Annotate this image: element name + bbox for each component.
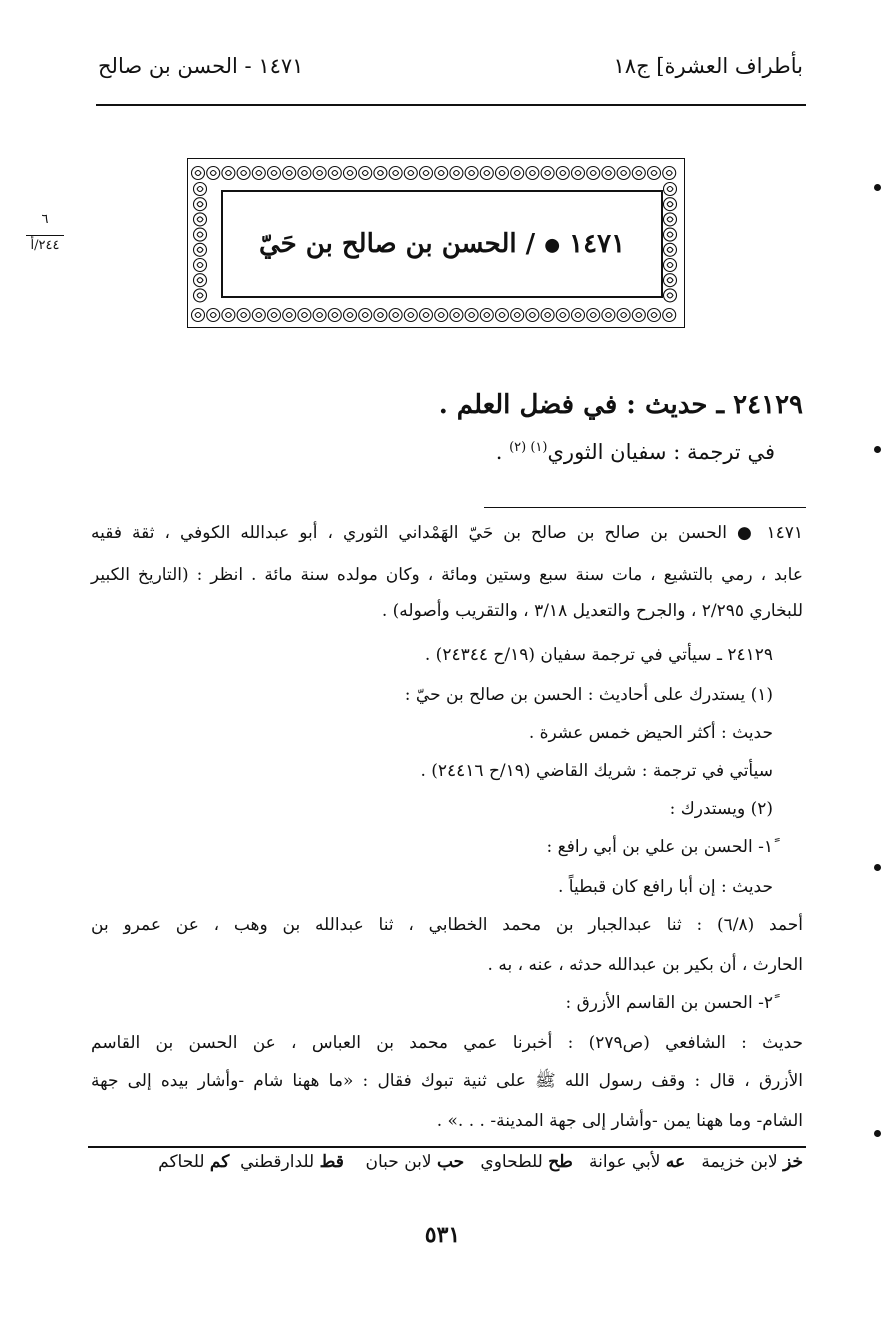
frame-ornament xyxy=(192,309,205,322)
frame-ornament xyxy=(560,313,566,318)
frame-ornament xyxy=(636,171,642,176)
scan-edge-mark xyxy=(874,1130,881,1137)
frame-ornament xyxy=(210,171,216,176)
frame-ornament xyxy=(666,313,672,318)
frame-ornament xyxy=(545,171,551,176)
frame-ornament xyxy=(617,167,630,180)
abbreviation-rule xyxy=(88,1146,806,1148)
frame-ornament xyxy=(496,309,509,322)
frame-ornament xyxy=(529,313,535,318)
note-line: ٢٤١٢٩ ـ سيأتي في ترجمة سفيان (١٩/ح ٢٤٣٤٤) . xyxy=(424,645,773,665)
frame-ornament xyxy=(511,167,524,180)
frame-ornament xyxy=(192,167,205,180)
frame-ornament xyxy=(423,171,429,176)
note-line: الأزرق ، قال : وقف رسول الله ﷺ على ثنية تبوك فقال : «ما ههنا شام -وأشار بيده إلى جهة xyxy=(91,1071,803,1091)
frame-ornament xyxy=(344,167,357,180)
frame-ornament xyxy=(514,171,520,176)
frame-ornament xyxy=(404,167,417,180)
frame-ornament xyxy=(298,167,311,180)
frame-ornament xyxy=(404,309,417,322)
abbreviation-key xyxy=(158,1152,803,1172)
frame-ornament xyxy=(377,171,383,176)
frame-ornament xyxy=(664,198,677,211)
frame-ornament xyxy=(617,309,630,322)
frame-ornament xyxy=(438,171,444,176)
frame-ornament xyxy=(651,313,657,318)
abbr-code: طح xyxy=(548,1152,573,1172)
frame-ornament xyxy=(590,171,596,176)
frame-ornament xyxy=(283,167,296,180)
abbr-text: للحاكم xyxy=(158,1152,205,1172)
frame-ornament xyxy=(374,167,387,180)
frame-ornament xyxy=(602,309,615,322)
frame-ornament xyxy=(667,278,673,283)
frame-ornament xyxy=(667,202,673,207)
frame-ornament xyxy=(651,171,657,176)
frame-ornament xyxy=(480,167,493,180)
frame-ornament xyxy=(298,309,311,322)
frame-ornament xyxy=(222,167,235,180)
frame-ornament xyxy=(663,167,676,180)
frame-ornament xyxy=(194,213,207,226)
frame-ornament xyxy=(362,313,368,318)
frame-ornament xyxy=(648,167,661,180)
scan-edge-mark xyxy=(874,184,881,191)
frame-ornament xyxy=(313,167,326,180)
entry-title-box xyxy=(221,190,663,298)
frame-ornament xyxy=(359,167,372,180)
frame-ornament xyxy=(499,313,505,318)
abbr-text: للطحاوي xyxy=(480,1152,543,1172)
frame-ornament xyxy=(423,313,429,318)
frame-ornament xyxy=(194,274,207,287)
frame-ornament xyxy=(526,167,539,180)
frame-ornament xyxy=(545,313,551,318)
margin-note-top: ٦ xyxy=(41,212,49,227)
frame-ornament xyxy=(664,183,677,196)
note-line: ٢ً- الحسن بن القاسم الأزرق : xyxy=(565,993,773,1013)
margin-folio-note xyxy=(26,212,64,253)
frame-ornament xyxy=(317,313,323,318)
frame-ornament xyxy=(332,313,338,318)
frame-ornament xyxy=(664,259,677,272)
frame-ornament xyxy=(197,217,203,222)
frame-ornament xyxy=(499,171,505,176)
frame-ornament xyxy=(526,309,539,322)
frame-ornament xyxy=(237,309,250,322)
frame-ornament xyxy=(389,309,402,322)
entry-bullet: ● xyxy=(544,234,561,256)
frame-ornament xyxy=(605,313,611,318)
frame-ornament xyxy=(347,313,353,318)
running-header-book: بأطراف العشرة] ج١٨ xyxy=(613,54,803,78)
entry-name: / الحسن بن صالح بن حَيّ xyxy=(258,229,536,259)
abbr-text: لأبي عوانة xyxy=(588,1152,661,1172)
note-line: حديث : إن أبا رافع كان قبطياً . xyxy=(557,877,773,897)
frame-ornament xyxy=(664,274,677,287)
frame-ornament xyxy=(362,171,368,176)
entry-title xyxy=(259,229,625,259)
frame-ornament xyxy=(496,167,509,180)
frame-ornament xyxy=(256,313,262,318)
abbr-code: كم xyxy=(209,1152,230,1172)
frame-ornament xyxy=(374,309,387,322)
frame-ornament xyxy=(621,313,627,318)
abbr-text: لابن خزيمة xyxy=(701,1152,778,1172)
frame-ornament xyxy=(332,171,338,176)
note-line: للبخاري ٢/٢٩٥ ، والجرح والتعديل ٣/١٨ ، والتقريب وأصوله) . xyxy=(381,601,803,621)
frame-ornament xyxy=(389,167,402,180)
frame-ornament xyxy=(556,309,569,322)
frame-ornament xyxy=(541,167,554,180)
frame-ornament xyxy=(590,313,596,318)
frame-ornament xyxy=(667,263,673,268)
note-line: (١) يستدرك على أحاديث : الحسن بن صالح بن حيّ : xyxy=(404,685,773,705)
frame-ornament xyxy=(225,313,231,318)
frame-ornament xyxy=(197,263,203,268)
frame-ornament xyxy=(347,171,353,176)
frame-ornament xyxy=(237,167,250,180)
note-line: (٢) ويستدرك : xyxy=(669,799,773,819)
frame-ornament xyxy=(664,213,677,226)
frame-ornament xyxy=(207,167,220,180)
frame-ornament xyxy=(197,202,203,207)
frame-ornament xyxy=(420,309,433,322)
hadith-sub-end: . xyxy=(495,440,510,464)
frame-ornament xyxy=(194,243,207,256)
frame-ornament xyxy=(484,313,490,318)
frame-ornament xyxy=(377,313,383,318)
footnote-separator xyxy=(484,507,806,508)
frame-ornament xyxy=(602,167,615,180)
frame-ornament xyxy=(195,171,201,176)
frame-ornament xyxy=(664,289,677,302)
frame-ornament xyxy=(438,313,444,318)
frame-ornament xyxy=(667,187,673,192)
frame-ornament xyxy=(241,313,247,318)
frame-ornament xyxy=(663,309,676,322)
frame-ornament xyxy=(286,171,292,176)
frame-ornament xyxy=(225,171,231,176)
frame-ornament xyxy=(210,313,216,318)
frame-ornament xyxy=(283,309,296,322)
frame-ornament xyxy=(393,313,399,318)
frame-ornament xyxy=(664,228,677,241)
note-line: أحمد (٦/٨) : ثنا عبدالجبار بن محمد الخطابي ، ثنا عبدالله بن وهب ، عن عمرو بن xyxy=(91,915,803,935)
abbr-code: حب xyxy=(436,1152,465,1172)
note-line: الشام- وما ههنا يمن -وأشار إلى جهة المدينة- . . .» . xyxy=(436,1111,803,1131)
frame-ornament xyxy=(560,171,566,176)
frame-ornament xyxy=(605,171,611,176)
frame-ornament xyxy=(197,293,203,298)
frame-ornament xyxy=(636,313,642,318)
abbr-text: للدارقطني xyxy=(240,1152,315,1172)
frame-ornament xyxy=(252,167,265,180)
note-line: الحارث ، أن بكير بن عبدالله حدثه ، عنه ، به . xyxy=(487,955,803,975)
running-header-entry: ١٤٧١ - الحسن بن صالح xyxy=(98,54,304,78)
frame-ornament xyxy=(575,313,581,318)
abbr-code: خز xyxy=(783,1152,803,1172)
frame-ornament xyxy=(435,167,448,180)
frame-ornament xyxy=(469,313,475,318)
frame-ornament xyxy=(667,217,673,222)
frame-ornament xyxy=(271,171,277,176)
frame-ornament xyxy=(667,247,673,252)
note-line: ١٤٧١ ● الحسن بن صالح بن صالح بن حَيّ الهَمْداني الثوري ، أبو عبدالله الكوفي ، ثقة فقيه xyxy=(91,523,803,543)
frame-ornament xyxy=(529,171,535,176)
frame-ornament xyxy=(572,309,585,322)
frame-ornament xyxy=(328,309,341,322)
frame-ornament xyxy=(664,243,677,256)
frame-ornament xyxy=(453,171,459,176)
frame-ornament xyxy=(271,313,277,318)
frame-ornament xyxy=(197,247,203,252)
hadith-translation-line xyxy=(496,440,775,464)
margin-note-divider xyxy=(26,235,64,236)
frame-ornament xyxy=(572,167,585,180)
frame-ornament xyxy=(667,232,673,237)
frame-ornament xyxy=(286,313,292,318)
frame-ornament xyxy=(575,171,581,176)
frame-ornament xyxy=(197,187,203,192)
page-number: ٥٣١ xyxy=(424,1222,461,1248)
frame-ornament xyxy=(195,313,201,318)
frame-ornament xyxy=(194,228,207,241)
margin-note-bottom: ٢٤٤/أ xyxy=(30,238,60,253)
frame-ornament xyxy=(632,309,645,322)
frame-ornament xyxy=(344,309,357,322)
frame-ornament xyxy=(222,309,235,322)
frame-ornament xyxy=(197,232,203,237)
frame-ornament xyxy=(648,309,661,322)
frame-ornament xyxy=(484,171,490,176)
header-rule xyxy=(96,104,806,106)
frame-ornament xyxy=(197,278,203,283)
frame-ornament xyxy=(317,171,323,176)
frame-ornament xyxy=(194,289,207,302)
note-line: حديث : الشافعي (ص٢٧٩) : أخبرنا عمي محمد بن العباس ، عن الحسن بن القاسم xyxy=(91,1033,803,1053)
frame-ornament xyxy=(465,167,478,180)
frame-ornament xyxy=(541,309,554,322)
frame-ornament xyxy=(301,171,307,176)
abbr-text: لابن حبان xyxy=(365,1152,432,1172)
frame-ornament xyxy=(207,309,220,322)
frame-ornament xyxy=(587,167,600,180)
entry-number: ١٤٧١ xyxy=(569,229,626,259)
frame-ornament xyxy=(450,309,463,322)
scan-edge-mark xyxy=(874,864,881,871)
frame-ornament xyxy=(587,309,600,322)
frame-ornament xyxy=(393,171,399,176)
frame-ornament xyxy=(632,167,645,180)
note-line: حديث : أكثر الحيض خمس عشرة . xyxy=(528,723,773,743)
frame-ornament xyxy=(667,293,673,298)
frame-ornament xyxy=(556,167,569,180)
frame-ornament xyxy=(511,309,524,322)
frame-ornament xyxy=(450,167,463,180)
frame-ornament xyxy=(256,171,262,176)
frame-ornament xyxy=(666,171,672,176)
frame-ornament xyxy=(252,309,265,322)
frame-ornament xyxy=(453,313,459,318)
note-line: ١ً- الحسن بن علي بن أبي رافع : xyxy=(546,837,773,857)
frame-ornament xyxy=(313,309,326,322)
frame-ornament xyxy=(469,171,475,176)
scan-edge-mark xyxy=(874,446,881,453)
frame-ornament xyxy=(408,171,414,176)
hadith-sub-text: في ترجمة : سفيان الثوري xyxy=(547,440,775,464)
hadith-heading: ٢٤١٢٩ ـ حديث : في فضل العلم . xyxy=(438,390,803,420)
footnote-refs: (١) (٢) xyxy=(509,440,548,455)
frame-ornament xyxy=(241,171,247,176)
frame-ornament xyxy=(301,313,307,318)
frame-ornament xyxy=(328,167,341,180)
frame-ornament xyxy=(194,198,207,211)
frame-ornament xyxy=(621,171,627,176)
frame-ornament xyxy=(408,313,414,318)
frame-ornament xyxy=(435,309,448,322)
frame-ornament xyxy=(194,183,207,196)
frame-ornament xyxy=(514,313,520,318)
frame-ornament xyxy=(194,259,207,272)
note-line: عابد ، رمي بالتشيع ، مات سنة سبع وستين ومائة ، وكان مولده سنة مائة . انظر : (التاريخ الكبير xyxy=(91,565,803,585)
frame-ornament xyxy=(268,309,281,322)
note-line: سيأتي في ترجمة : شريك القاضي (١٩/ح ٢٤٤١٦) . xyxy=(420,761,773,781)
abbr-code: قط xyxy=(319,1152,344,1172)
frame-ornament xyxy=(480,309,493,322)
abbr-code: عه xyxy=(665,1152,686,1172)
frame-ornament xyxy=(465,309,478,322)
frame-ornament xyxy=(268,167,281,180)
frame-ornament xyxy=(359,309,372,322)
frame-ornament xyxy=(420,167,433,180)
